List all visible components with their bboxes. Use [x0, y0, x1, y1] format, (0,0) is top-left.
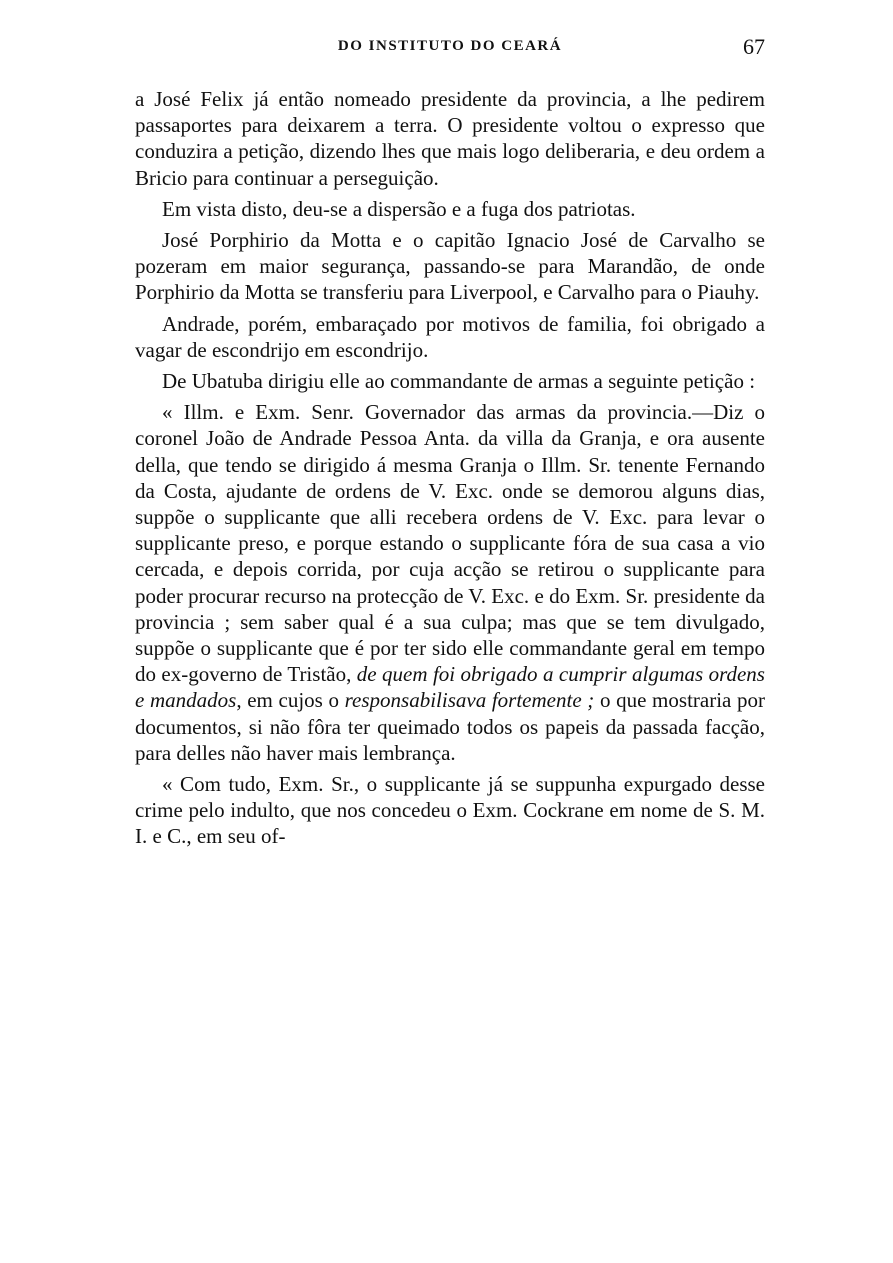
paragraph-ubatuba	[135, 368, 765, 394]
italic-text-run: de quem foi obrigado a cumprir algumas ordens e mandados	[135, 662, 765, 713]
text-run: « Com tudo, Exm. Sr., o supplicante já se suppunha expurgado desse crime pelo indulto, que nos concedeu o Exm. Cockrane em nome de S. M. I. e C., em seu of-	[135, 772, 765, 849]
italic-text-run: responsabilisava fortemente ;	[344, 688, 595, 713]
paragraph-petition	[135, 399, 765, 766]
text-run: Andrade, porém, embaraçado por motivos de familia, foi obrigado a vagar de escondrijo em escondrijo.	[135, 311, 765, 362]
running-title: DO INSTITUTO DO CEARÁ	[337, 38, 563, 54]
body-text	[135, 86, 765, 855]
text-run: o que mostraria por documentos, si não fôra ter queimado todos os papeis da passada facção, para delles não haver mais lembrança.	[135, 688, 765, 765]
paragraph-porphirio	[135, 227, 765, 306]
paragraph-continuation	[135, 86, 765, 191]
text-run: José Porphirio da Motta e o capitão Ignacio José de Carvalho se pozeram em maior segurança, passando-se para Marandão, de onde Porphirio da Motta se transferiu para Liverpool, e Carvalho para o Piauhy.	[135, 228, 765, 305]
running-head	[135, 34, 765, 60]
paragraph-andrade	[135, 311, 765, 363]
page-number: 67	[743, 34, 765, 59]
text-run: , em cujos o	[236, 688, 345, 713]
text-run: « Illm. e Exm. Senr. Governador das armas da provincia.—Diz o coronel João de Andrade Pessoa Anta. da villa da Granja, e ora ausente della, que tendo se dirigido á mesma Granja o Illm. Sr. tenente Fernando da Costa, ajudante de ordens de V. Exc. onde se demorou alguns dias, suppõe o supplicante que alli recebera ordens de V. Exc. para levar o supplicante preso, e porque estando o supplicante fóra de sua casa a vio cercada, e depois corrida, por cuja acção se retirou o supplicante para poder procurar recurso na protecção de V. Exc. e do Exm. Sr. presidente da provincia ; sem saber qual é a sua culpa; mas que se tem divulgado, suppõe o supplicante que é por ter sido elle commandante geral em tempo do ex-governo de Tristão,	[135, 400, 765, 687]
paragraph-dispersion	[135, 196, 765, 222]
text-run: a José Felix já então nomeado presidente da provincia, a lhe pedirem passaportes para deixarem a terra. O presidente voltou o expresso que conduzira a petição, dizendo lhes que mais logo deliberaria, e deu ordem a Bricio para continuar a perseguição.	[135, 87, 765, 190]
text-run: Em vista disto, deu-se a dispersão e a fuga dos patriotas.	[162, 196, 636, 221]
text-run: De Ubatuba dirigiu elle ao commandante de armas a seguinte petição :	[162, 369, 756, 394]
paragraph-com-tudo	[135, 771, 765, 850]
